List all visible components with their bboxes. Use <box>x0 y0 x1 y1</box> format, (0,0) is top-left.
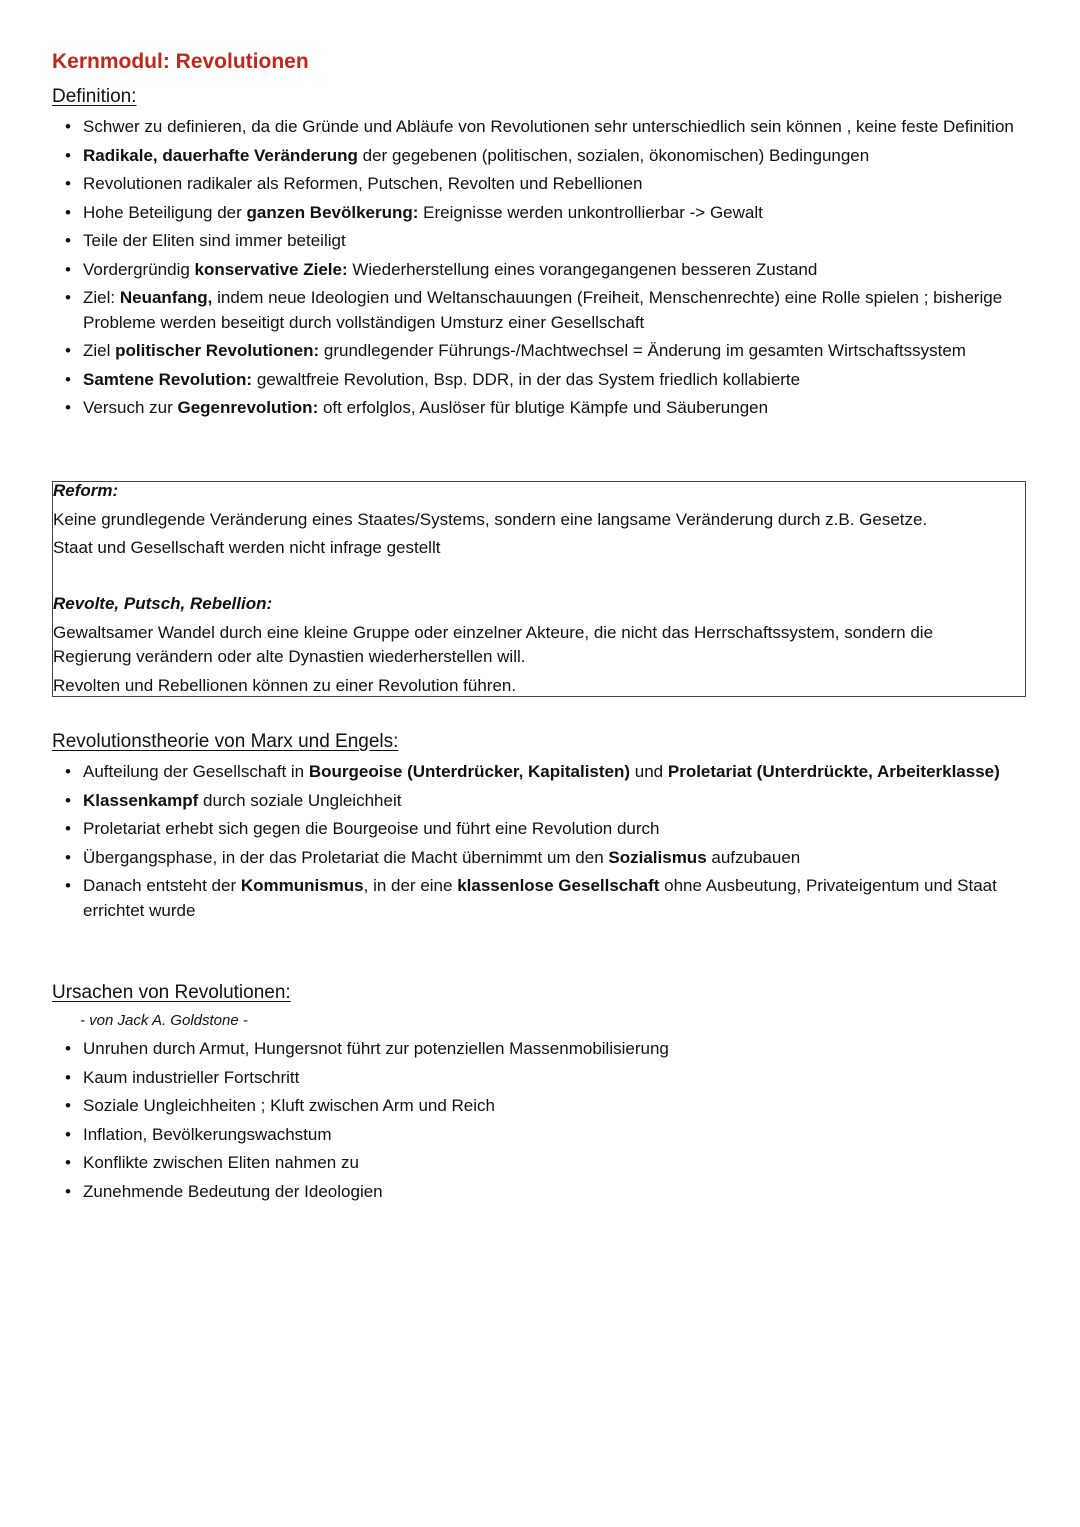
list-item <box>62 229 1032 254</box>
item-text: , in der eine <box>363 876 458 895</box>
definition-heading: Definition: <box>52 86 137 107</box>
reform-heading: Reform: <box>53 481 119 500</box>
list-item: • Konflikte zwischen Eliten nahmen zu <box>62 1151 1032 1176</box>
item-bold-text: Klassenkampf <box>83 790 199 810</box>
reform-block <box>53 479 1013 561</box>
marx-engels-list <box>62 760 1032 927</box>
list-item <box>62 396 1032 421</box>
item-text: Ziel: <box>83 288 120 307</box>
item-bold-text: Kommunismus <box>240 876 364 895</box>
item-text: ohne Ausbeutung, Privateigentum und Staat errichtet wurde <box>83 876 997 920</box>
item-bold-text: Neuanfang, <box>119 288 213 307</box>
list-item: • Inflation, Bevölkerungswachstum <box>62 1123 1032 1148</box>
reform-text-line: Keine grundlegende Veränderung eines Staates/Systems, sondern eine langsame Veränderung durch z.B. Gesetze. <box>53 509 928 529</box>
list-item <box>62 172 1032 197</box>
reform-text-line: Staat und Gesellschaft werden nicht infrage gestellt <box>53 538 441 557</box>
item-bold-text: konservative Ziele: <box>194 259 348 279</box>
item-text: oft erfolglos, Auslöser für blutige Kämpfe und Säuberungen <box>318 398 769 417</box>
item-text: Hohe Beteiligung der <box>83 202 247 222</box>
list-item: • Soziale Ungleichheiten ; Kluft zwischen Arm und Reich <box>62 1094 1032 1119</box>
item-text: indem neue Ideologien und Weltanschauungen (Freiheit, Menschenrechte) eine Rolle spielen ; bisherige Probleme werden beseitigt durch vollständigen Umsturz einer Gesellschaft <box>83 288 1003 332</box>
item-bold-text: Sozialismus <box>608 847 707 867</box>
page-title: Kernmodul: Revolutionen <box>52 50 309 73</box>
list-item: • Kaum industrieller Fortschritt <box>62 1066 1032 1091</box>
item-text: der gegebenen (politischen, sozialen, ökonomischen) Bedingungen <box>357 145 870 165</box>
item-bold-text: Proletariat (Unterdrückte, Arbeiterklasse) <box>667 762 1000 781</box>
item-bold-text: Bourgeoise (Unterdrücker, Kapitalisten) <box>308 762 631 781</box>
list-item: • Zunehmende Bedeutung der Ideologien <box>62 1180 1032 1205</box>
ursachen-heading: Ursachen von Revolutionen: <box>52 982 291 1003</box>
item-text: Proletariat erhebt sich gegen die Bourgeoise und führt eine Revolution durch <box>83 819 660 838</box>
item-bold-text: klassenlose Gesellschaft <box>457 876 660 895</box>
item-text: Übergangsphase, in der das Proletariat die Macht übernimmt um den <box>83 847 609 867</box>
marx-engels-heading: Revolutionstheorie von Marx und Engels: <box>52 731 399 752</box>
item-text: Danach entsteht der <box>83 876 241 895</box>
item-bold-text: ganzen Bevölkerung: <box>246 202 419 222</box>
list-item <box>62 760 1032 785</box>
item-text: Wiederherstellung eines vorangegangenen besseren Zustand <box>347 259 818 279</box>
item-text: Teile der Eliten sind immer beteiligt <box>83 231 346 250</box>
item-text: Aufteilung der Gesellschaft in <box>83 762 309 781</box>
list-item <box>62 201 1032 226</box>
list-item <box>62 789 1032 814</box>
list-item <box>62 115 1032 140</box>
item-bold-text: Radikale, dauerhafte Veränderung <box>83 145 358 165</box>
item-text: Schwer zu definieren, da die Gründe und Abläufe von Revolutionen sehr unterschiedlich sein können , keine feste Definition <box>83 117 1014 136</box>
list-item <box>62 286 1032 335</box>
item-text: gewaltfreie Revolution, Bsp. DDR, in der das System friedlich kollabierte <box>252 369 801 389</box>
list-item <box>62 874 1032 923</box>
list-item <box>62 846 1032 871</box>
revolte-heading: Revolte, Putsch, Rebellion: <box>53 594 273 613</box>
item-text: grundlegender Führungs-/Machtwechsel = Änderung im gesamten Wirtschaftssystem <box>319 341 966 360</box>
item-text: Vordergründig <box>83 259 195 279</box>
item-text: Versuch zur <box>83 398 178 417</box>
item-text: Ziel <box>83 341 116 360</box>
list-item: • Unruhen durch Armut, Hungersnot führt zur potenziellen Massenmobilisierung <box>62 1037 1032 1062</box>
item-text: Revolutionen radikaler als Reformen, Putschen, Revolten und Rebellionen <box>83 174 643 193</box>
source-attribution: - von Jack A. Goldstone - <box>80 1012 248 1029</box>
list-item <box>62 144 1032 169</box>
list-item <box>62 817 1032 842</box>
reform-revolte-box <box>52 481 1026 697</box>
definition-list <box>62 115 1032 425</box>
list-item <box>62 368 1032 393</box>
item-text: durch soziale Ungleichheit <box>198 790 402 810</box>
item-bold-text: politischer Revolutionen: <box>115 341 320 360</box>
revolte-text-line: Revolten und Rebellionen können zu einer Revolution führen. <box>53 675 517 695</box>
item-text: und <box>630 762 668 781</box>
ursachen-list <box>62 1037 1032 1208</box>
item-bold-text: Samtene Revolution: <box>83 369 253 389</box>
item-text: Ereignisse werden unkontrollierbar -> Gewalt <box>418 202 763 222</box>
item-text: aufzubauen <box>706 847 801 867</box>
list-item <box>62 258 1032 283</box>
list-item <box>62 339 1032 364</box>
revolte-block <box>53 592 1013 698</box>
item-bold-text: Gegenrevolution: <box>177 398 319 417</box>
revolte-text-line: Gewaltsamer Wandel durch eine kleine Gruppe oder einzelner Akteure, die nicht das Herrschaftssystem, sondern die Regierung verändern oder alte Dynastien wiederherstellen will. <box>53 622 934 666</box>
